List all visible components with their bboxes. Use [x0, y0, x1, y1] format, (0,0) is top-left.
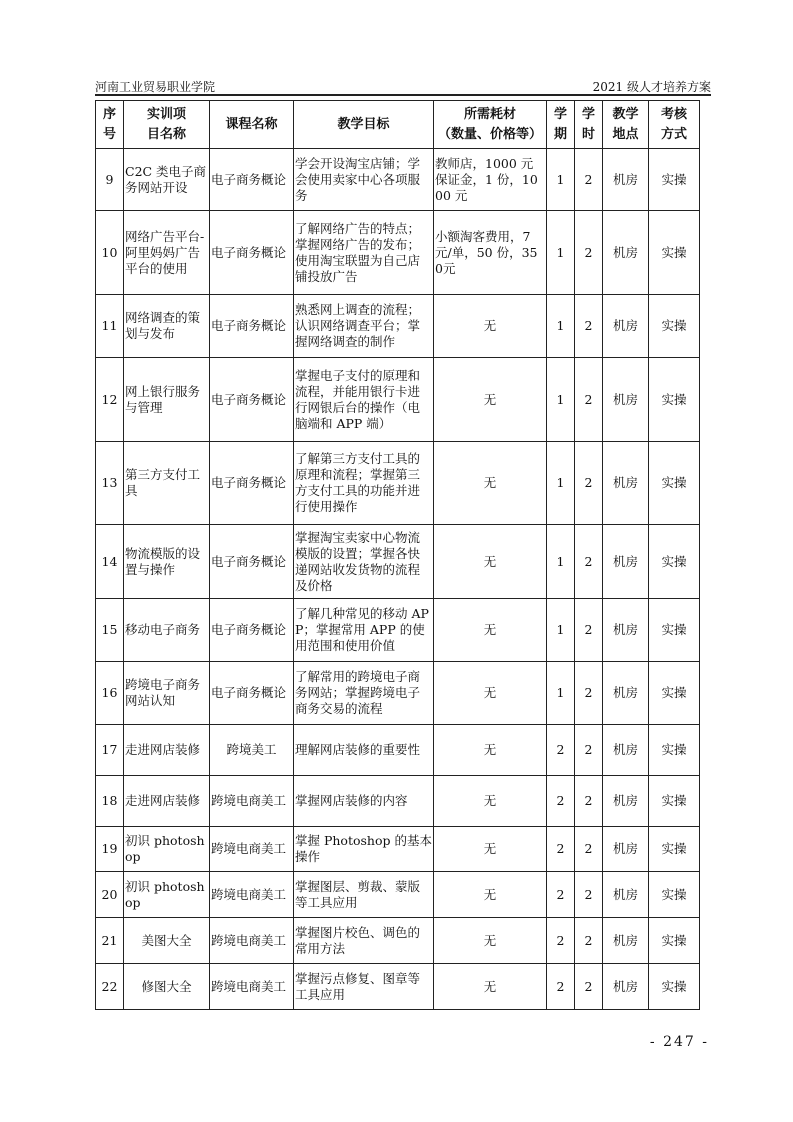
- cell-project: C2C 类电子商务网站开设: [124, 149, 210, 211]
- table-row: [96, 725, 700, 776]
- cell-project: 初识 photoshop: [124, 827, 210, 872]
- cell-goal: 掌握图层、剪裁、蒙版等工具应用: [294, 872, 434, 918]
- cell-goal: 了解几种常见的移动 APP；掌握常用 APP 的使用范围和使用价值: [294, 599, 434, 662]
- cell-project: 修图大全: [124, 964, 210, 1010]
- cell-seq: 17: [96, 725, 124, 776]
- cell-goal: 了解常用的跨境电子商务网站；掌握跨境电子商务交易的流程: [294, 662, 434, 725]
- cell-project: 网络调查的策划与发布: [124, 295, 210, 358]
- cell-place: 机房: [603, 662, 649, 725]
- cell-term: 2: [547, 918, 575, 964]
- cell-hours: 2: [575, 776, 603, 827]
- cell-seq: 14: [96, 525, 124, 599]
- cell-materials: 无: [434, 442, 547, 525]
- school-name: 河南工业贸易职业学院: [95, 80, 216, 94]
- cell-exam: 实操: [649, 149, 700, 211]
- cell-goal: 掌握电子支付的原理和流程，并能用银行卡进行网银后台的操作（电脑端和 APP 端）: [294, 358, 434, 442]
- table-row: [96, 211, 700, 295]
- cell-term: 2: [547, 725, 575, 776]
- cell-materials: 无: [434, 776, 547, 827]
- cell-materials: 无: [434, 525, 547, 599]
- plan-title: 2021 级人才培养方案: [592, 80, 711, 94]
- cell-exam: 实操: [649, 525, 700, 599]
- cell-seq: 16: [96, 662, 124, 725]
- cell-place: 机房: [603, 725, 649, 776]
- cell-hours: 2: [575, 662, 603, 725]
- cell-hours: 2: [575, 827, 603, 872]
- cell-course: 电子商务概论: [210, 211, 294, 295]
- cell-course: 电子商务概论: [210, 149, 294, 211]
- cell-goal: 熟悉网上调查的流程；认识网络调查平台；掌握网络调查的制作: [294, 295, 434, 358]
- cell-materials: 无: [434, 827, 547, 872]
- cell-project: 美图大全: [124, 918, 210, 964]
- cell-project: 物流模版的设置与操作: [124, 525, 210, 599]
- table-row: [96, 525, 700, 599]
- cell-course: 跨境美工: [210, 725, 294, 776]
- cell-seq: 21: [96, 918, 124, 964]
- cell-place: 机房: [603, 442, 649, 525]
- cell-seq: 13: [96, 442, 124, 525]
- table-header-row: [96, 101, 700, 149]
- cell-materials: 无: [434, 964, 547, 1010]
- cell-goal: 了解网络广告的特点；掌握网络广告的发布；使用淘宝联盟为自己店铺投放广告: [294, 211, 434, 295]
- cell-exam: 实操: [649, 725, 700, 776]
- cell-place: 机房: [603, 525, 649, 599]
- cell-hours: 2: [575, 599, 603, 662]
- cell-goal: 学会开设淘宝店铺；学会使用卖家中心各项服务: [294, 149, 434, 211]
- header-materials: 所需耗材 （数量、价格等）: [434, 101, 547, 149]
- cell-goal: 掌握图片校色、调色的常用方法: [294, 918, 434, 964]
- cell-seq: 9: [96, 149, 124, 211]
- header-goal: 教学目标: [294, 101, 434, 149]
- header-term: 学 期: [547, 101, 575, 149]
- cell-materials: 无: [434, 918, 547, 964]
- cell-goal: 掌握污点修复、图章等工具应用: [294, 964, 434, 1010]
- cell-hours: 2: [575, 358, 603, 442]
- cell-project: 走进网店装修: [124, 776, 210, 827]
- cell-place: 机房: [603, 827, 649, 872]
- cell-seq: 12: [96, 358, 124, 442]
- cell-term: 2: [547, 964, 575, 1010]
- cell-course: 跨境电商美工: [210, 827, 294, 872]
- cell-term: 1: [547, 599, 575, 662]
- cell-term: 1: [547, 442, 575, 525]
- cell-hours: 2: [575, 442, 603, 525]
- table-row: [96, 662, 700, 725]
- cell-seq: 10: [96, 211, 124, 295]
- cell-course: 跨境电商美工: [210, 776, 294, 827]
- table-row: [96, 776, 700, 827]
- cell-project: 网络广告平台-阿里妈妈广告平台的使用: [124, 211, 210, 295]
- header-hours: 学 时: [575, 101, 603, 149]
- page-header: [95, 76, 711, 96]
- cell-exam: 实操: [649, 827, 700, 872]
- cell-exam: 实操: [649, 918, 700, 964]
- cell-term: 1: [547, 211, 575, 295]
- cell-course: 电子商务概论: [210, 662, 294, 725]
- cell-term: 2: [547, 872, 575, 918]
- cell-exam: 实操: [649, 776, 700, 827]
- table-row: [96, 964, 700, 1010]
- cell-materials: 无: [434, 599, 547, 662]
- cell-place: 机房: [603, 964, 649, 1010]
- cell-goal: 了解第三方支付工具的原理和流程；掌握第三方支付工具的功能并进行使用操作: [294, 442, 434, 525]
- table-row: [96, 442, 700, 525]
- cell-place: 机房: [603, 295, 649, 358]
- table-row: [96, 295, 700, 358]
- header-course: 课程名称: [210, 101, 294, 149]
- cell-term: 1: [547, 295, 575, 358]
- cell-project: 走进网店装修: [124, 725, 210, 776]
- table-row: [96, 358, 700, 442]
- cell-seq: 15: [96, 599, 124, 662]
- table-row: [96, 827, 700, 872]
- cell-term: 1: [547, 525, 575, 599]
- cell-hours: 2: [575, 918, 603, 964]
- cell-course: 电子商务概论: [210, 295, 294, 358]
- training-table: [95, 100, 700, 1010]
- cell-hours: 2: [575, 211, 603, 295]
- cell-course: 跨境电商美工: [210, 872, 294, 918]
- cell-course: 跨境电商美工: [210, 918, 294, 964]
- cell-seq: 18: [96, 776, 124, 827]
- cell-seq: 20: [96, 872, 124, 918]
- cell-term: 2: [547, 827, 575, 872]
- cell-exam: 实操: [649, 964, 700, 1010]
- cell-exam: 实操: [649, 599, 700, 662]
- cell-place: 机房: [603, 776, 649, 827]
- cell-materials: 无: [434, 872, 547, 918]
- cell-hours: 2: [575, 964, 603, 1010]
- cell-project: 移动电子商务: [124, 599, 210, 662]
- cell-course: 电子商务概论: [210, 442, 294, 525]
- cell-hours: 2: [575, 149, 603, 211]
- cell-seq: 11: [96, 295, 124, 358]
- header-exam: 考核 方式: [649, 101, 700, 149]
- header-project: 实训项 目名称: [124, 101, 210, 149]
- cell-exam: 实操: [649, 358, 700, 442]
- cell-exam: 实操: [649, 872, 700, 918]
- cell-place: 机房: [603, 211, 649, 295]
- cell-term: 1: [547, 358, 575, 442]
- cell-materials: 无: [434, 358, 547, 442]
- cell-hours: 2: [575, 525, 603, 599]
- cell-project: 跨境电子商务网站认知: [124, 662, 210, 725]
- page-number: - 247 -: [649, 1034, 709, 1050]
- cell-term: 2: [547, 776, 575, 827]
- cell-materials: 小额淘客费用，7元/单，50 份，350元: [434, 211, 547, 295]
- cell-hours: 2: [575, 295, 603, 358]
- cell-course: 电子商务概论: [210, 358, 294, 442]
- cell-place: 机房: [603, 149, 649, 211]
- cell-course: 跨境电商美工: [210, 964, 294, 1010]
- table-row: [96, 149, 700, 211]
- cell-materials: 教师店，1000 元保证金，1 份，1000 元: [434, 149, 547, 211]
- header-place: 教学 地点: [603, 101, 649, 149]
- table-row: [96, 918, 700, 964]
- cell-materials: 无: [434, 662, 547, 725]
- cell-project: 第三方支付工具: [124, 442, 210, 525]
- cell-project: 初识 photoshop: [124, 872, 210, 918]
- cell-exam: 实操: [649, 662, 700, 725]
- cell-exam: 实操: [649, 295, 700, 358]
- cell-exam: 实操: [649, 442, 700, 525]
- table-row: [96, 872, 700, 918]
- cell-seq: 22: [96, 964, 124, 1010]
- cell-goal: 理解网店装修的重要性: [294, 725, 434, 776]
- cell-seq: 19: [96, 827, 124, 872]
- cell-goal: 掌握 Photoshop 的基本操作: [294, 827, 434, 872]
- cell-place: 机房: [603, 872, 649, 918]
- cell-goal: 掌握淘宝卖家中心物流模版的设置；掌握各快递网站收发货物的流程及价格: [294, 525, 434, 599]
- cell-term: 1: [547, 662, 575, 725]
- cell-term: 1: [547, 149, 575, 211]
- cell-materials: 无: [434, 295, 547, 358]
- cell-hours: 2: [575, 872, 603, 918]
- table-row: [96, 599, 700, 662]
- cell-goal: 掌握网店装修的内容: [294, 776, 434, 827]
- cell-place: 机房: [603, 918, 649, 964]
- cell-materials: 无: [434, 725, 547, 776]
- cell-project: 网上银行服务与管理: [124, 358, 210, 442]
- header-seq: 序 号: [96, 101, 124, 149]
- cell-course: 电子商务概论: [210, 525, 294, 599]
- cell-exam: 实操: [649, 211, 700, 295]
- cell-place: 机房: [603, 358, 649, 442]
- cell-hours: 2: [575, 725, 603, 776]
- cell-place: 机房: [603, 599, 649, 662]
- cell-course: 电子商务概论: [210, 599, 294, 662]
